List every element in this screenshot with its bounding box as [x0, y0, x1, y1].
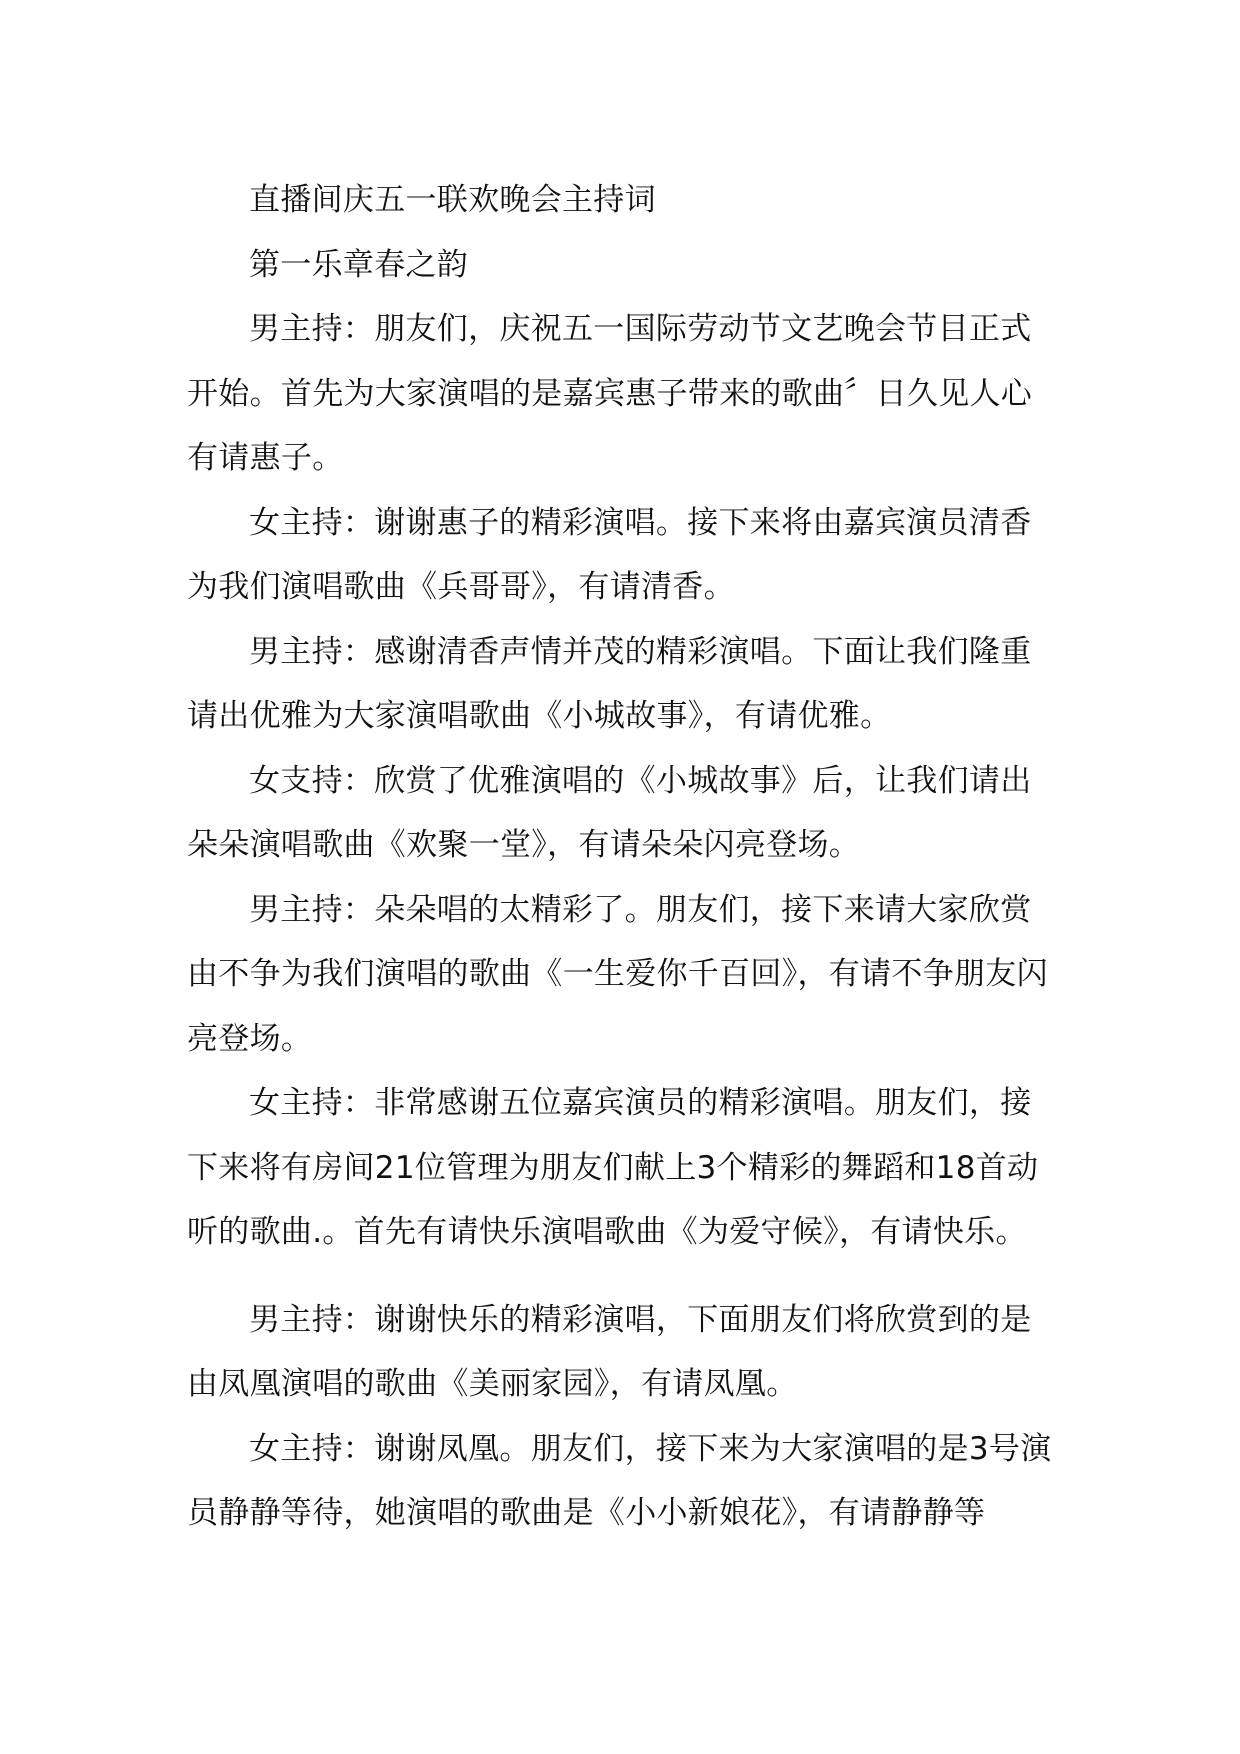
paragraph: 男主持：朵朵唱的太精彩了。朋友们，接下来请大家欣赏由不争为我们演唱的歌曲《一生爱你千百回》，有请不争朋友闪亮登场。: [187, 891, 1048, 1057]
paragraph: 男主持：朋友们，庆祝五一国际劳动节文艺晚会节目正式开始。首先为大家演唱的是嘉宾惠子带来的歌曲〞日久见人心有请惠子。: [187, 311, 1033, 476]
paragraph: 男主持：谢谢快乐的精彩演唱，下面朋友们将欣赏到的是由凤凰演唱的歌曲《美丽家园》，有请凤凰。: [187, 1301, 1032, 1402]
document-title: 直播间庆五一联欢晚会主持词: [249, 182, 656, 218]
paragraph: 女支持：欣赏了优雅演唱的《小城故事》后，让我们请出朵朵演唱歌曲《欢聚一堂》，有请朵朵闪亮登场。: [187, 762, 1032, 863]
paragraph: 女主持：谢谢凤凰。朋友们，接下来为大家演唱的是3号演员静静等待，她演唱的歌曲是《小小新娘花》，有请静静等: [187, 1430, 1052, 1531]
paragraph: 男主持：感谢清香声情并茂的精彩演唱。下面让我们隆重请出优雅为大家演唱歌曲《小城故事》，有请优雅。: [187, 633, 1032, 734]
paragraph: 女主持：非常感谢五位嘉宾演员的精彩演唱。朋友们，接下来将有房间21位管理为朋友们献上3个精彩的舞蹈和18首动听的歌曲.。首先有请快乐演唱歌曲《为爱守候》，有请快乐。: [187, 1085, 1039, 1250]
paragraph: 女主持：谢谢惠子的精彩演唱。接下来将由嘉宾演员清香为我们演唱歌曲《兵哥哥》，有请清香。: [187, 504, 1032, 605]
section-heading: 第一乐章春之韵: [249, 246, 469, 283]
document-body: [187, 168, 1057, 1546]
